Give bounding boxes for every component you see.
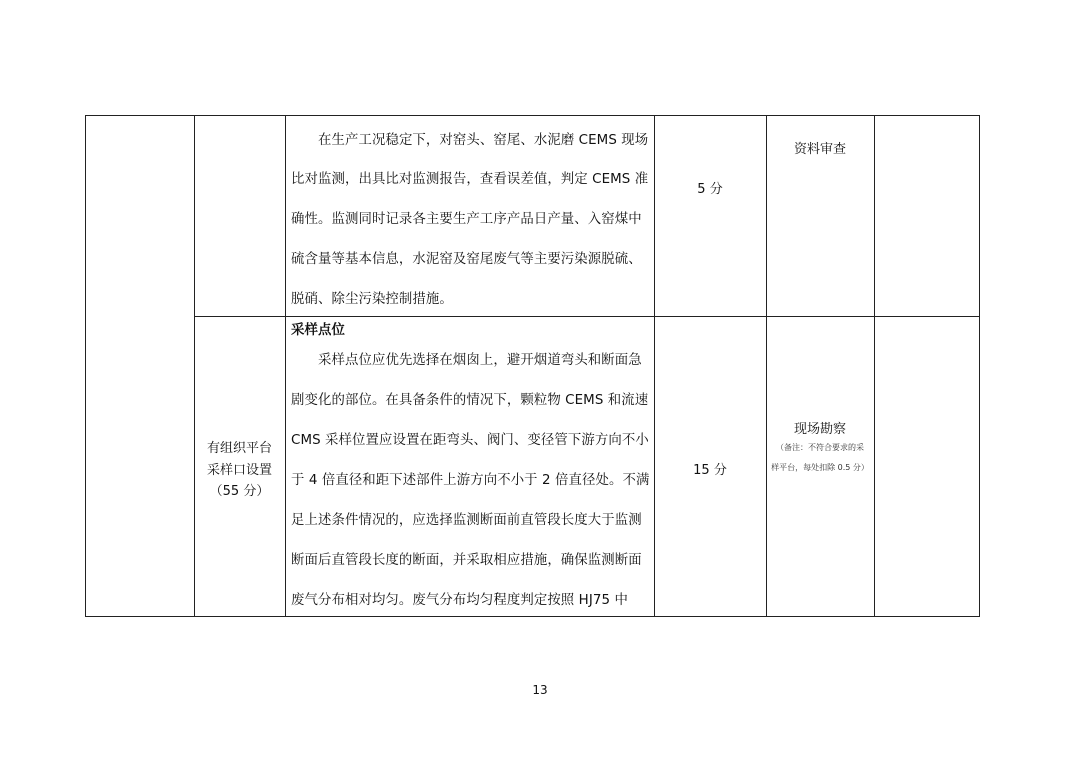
column-divider	[766, 115, 767, 617]
row2-method-note: 样平台，每处扣除 0.5 分）	[771, 463, 869, 472]
column-divider	[194, 115, 195, 617]
paragraph-line: 脱硝、除尘污染控制措施。	[291, 292, 453, 307]
table-border-top	[85, 115, 980, 116]
paragraph-line: 确性。监测同时记录各主要生产工序产品日产量、入窑煤中	[291, 212, 642, 227]
column-divider	[874, 115, 875, 617]
paragraph-line: 废气分布相对均匀。废气分布均匀程度判定按照 HJ75 中	[291, 593, 628, 608]
section-heading: 采样点位	[291, 323, 345, 338]
paragraph-line: 比对监测，出具比对监测报告，查看误差值，判定 CEMS 准	[291, 172, 649, 187]
paragraph-line: 采样点位应优先选择在烟囱上，避开烟道弯头和断面急	[318, 353, 642, 368]
paragraph-line: 硫含量等基本信息，水泥窑及窑尾废气等主要污染源脱硫、	[291, 252, 642, 267]
paragraph-line: 剧变化的部位。在具备条件的情况下，颗粒物 CEMS 和流速	[291, 393, 649, 408]
row2-score: 15 分	[693, 463, 727, 478]
paragraph-line: 断面后直管段长度的断面，并采取相应措施，确保监测断面	[291, 553, 642, 568]
row1-method: 资料审查	[793, 142, 846, 157]
table-border-bottom	[85, 616, 980, 617]
category-line: 有组织平台	[206, 441, 272, 456]
column-divider	[285, 115, 286, 617]
row-divider	[194, 316, 980, 317]
paragraph-line: 足上述条件情况的，应选择监测断面前直管段长度大于监测	[291, 513, 642, 528]
row2-method-note: （备注：不符合要求的采	[776, 443, 864, 452]
row1-score: 5 分	[697, 182, 723, 197]
category-line: 采样口设置	[206, 463, 272, 478]
table-border-left	[85, 115, 86, 617]
row2-method: 现场勘察	[793, 422, 846, 437]
table-border-right	[979, 115, 980, 617]
paragraph-line: CMS 采样位置应设置在距弯头、阀门、变径管下游方向不小	[291, 433, 649, 448]
paragraph-line: 于 4 倍直径和距下述部件上游方向不小于 2 倍直径处。不满	[291, 473, 650, 488]
paragraph-line: 在生产工况稳定下，对窑头、窑尾、水泥磨 CEMS 现场	[318, 133, 649, 148]
page-number: 13	[532, 683, 548, 697]
category-line: （55 分）	[209, 484, 270, 499]
